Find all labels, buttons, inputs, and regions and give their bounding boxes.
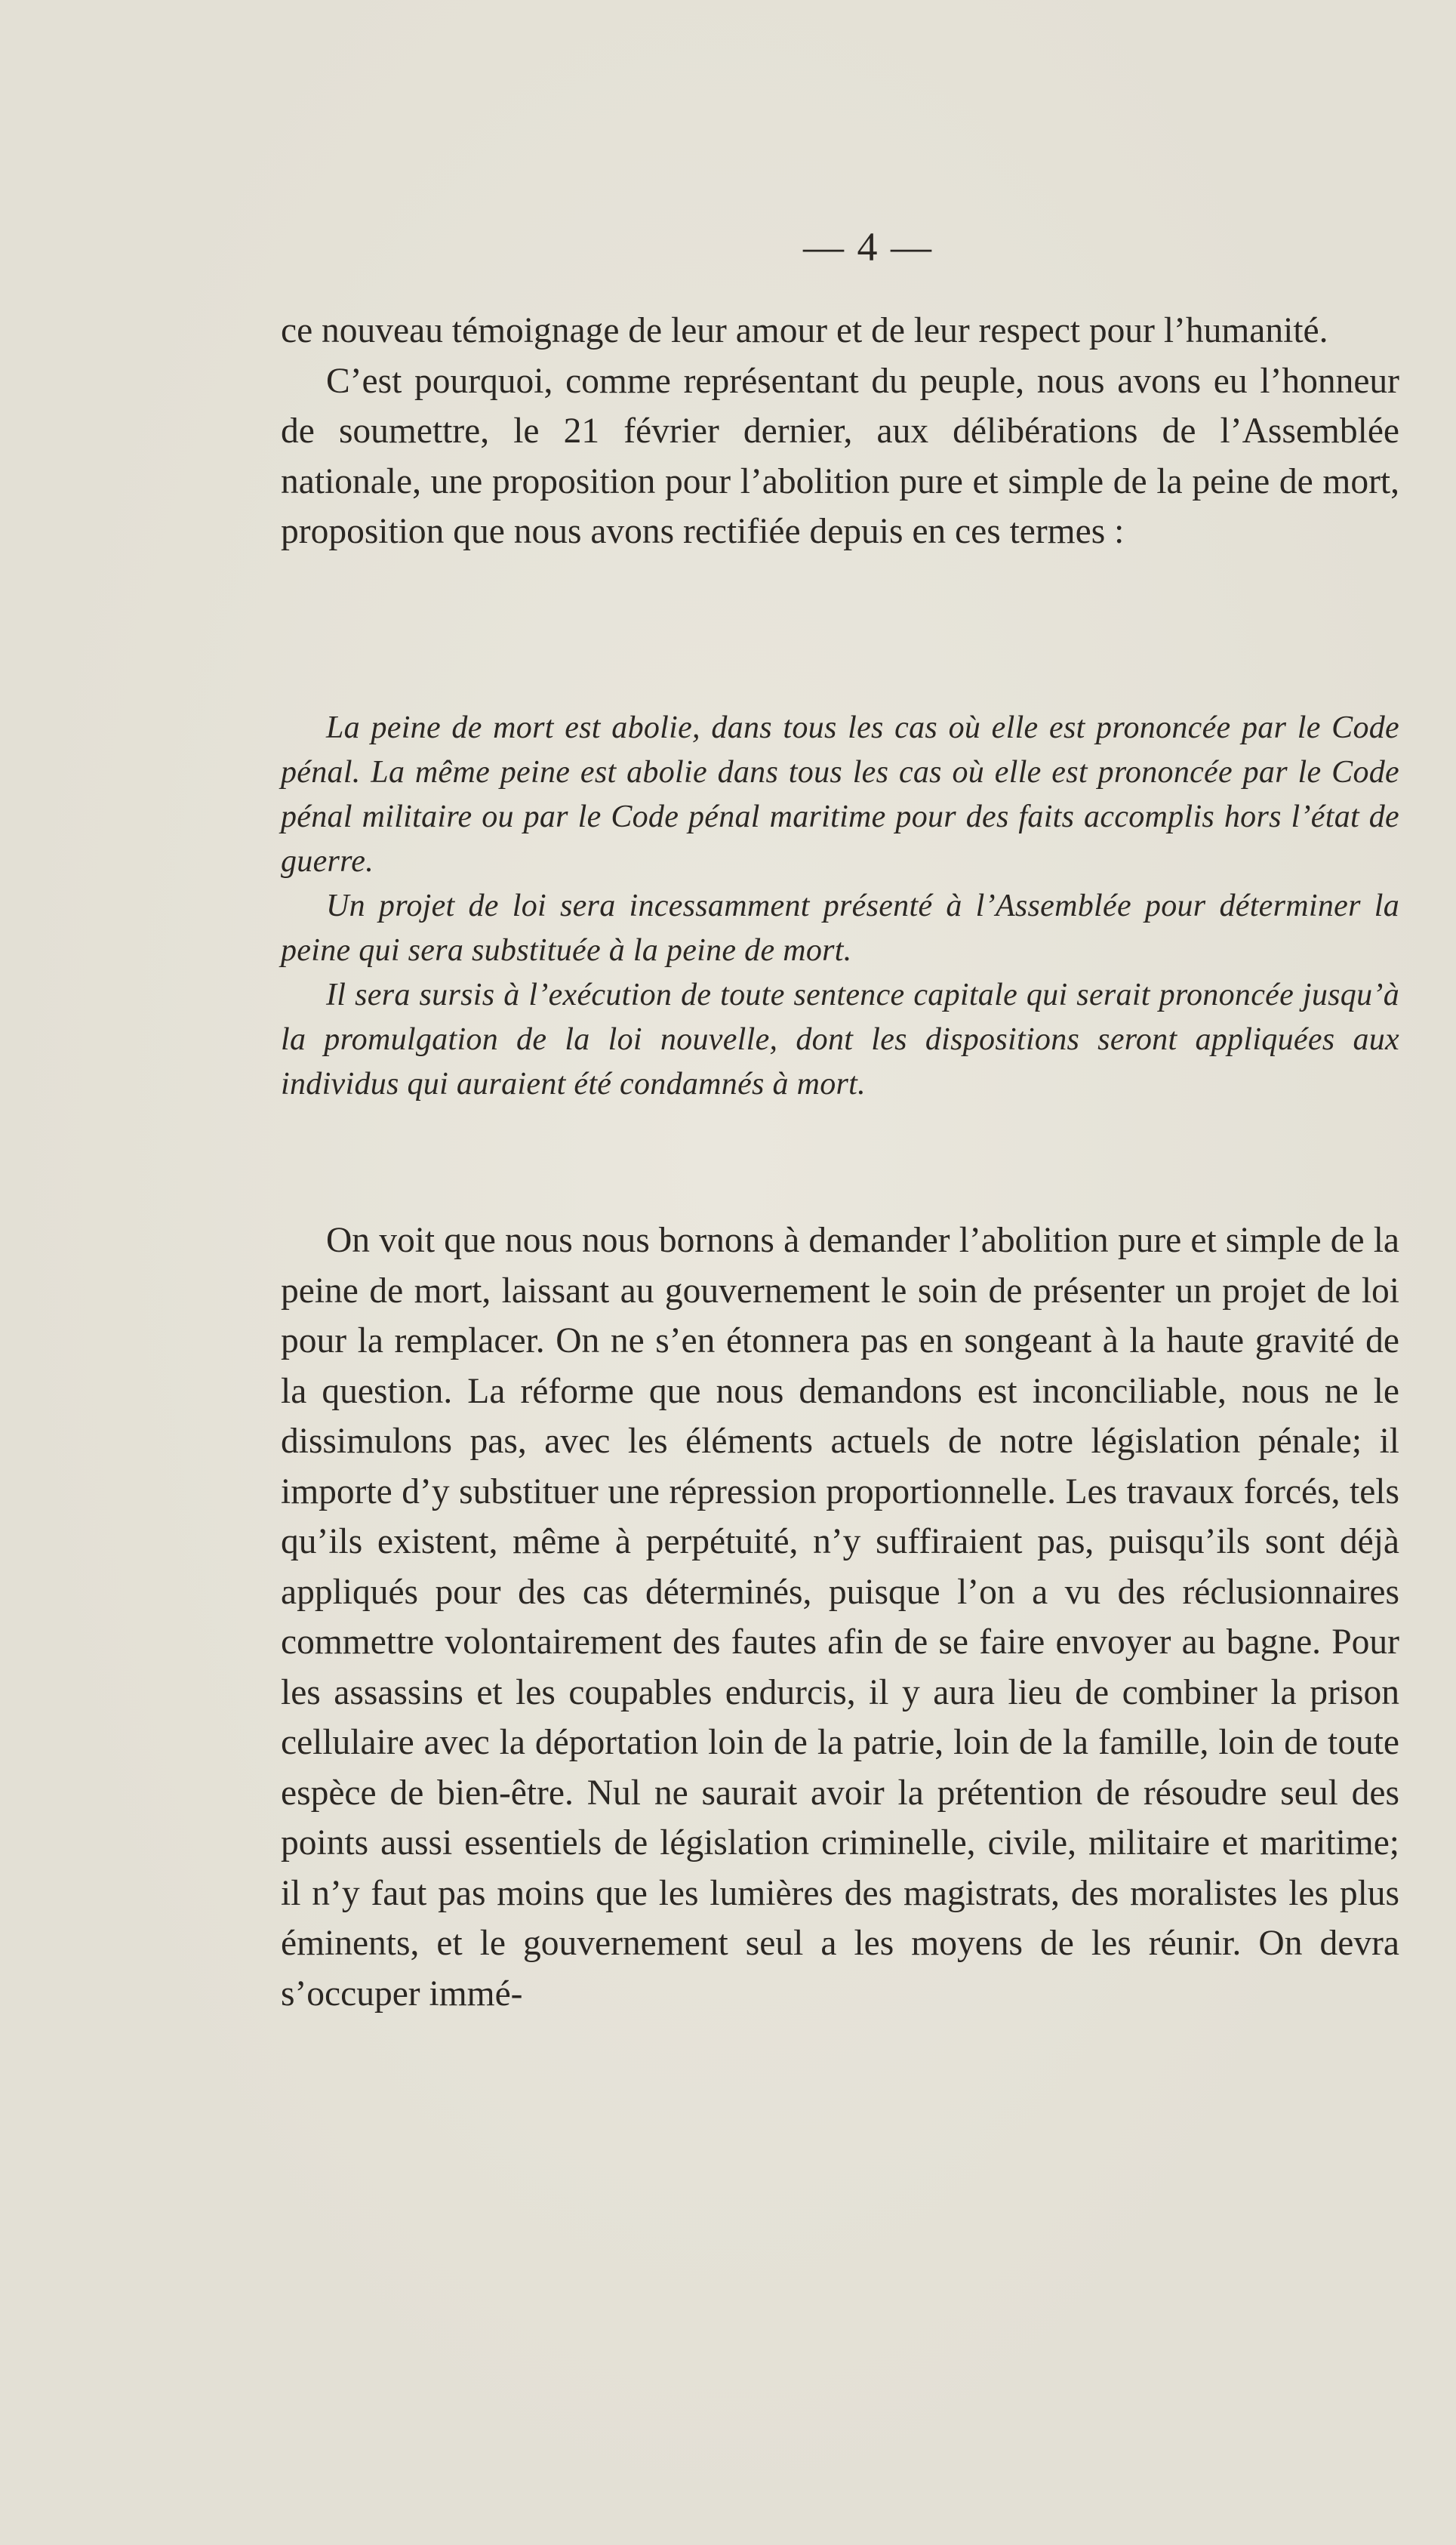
law-proposal-text <box>281 706 1399 1107</box>
law-paragraph-1: La peine de mort est abolie, dans tous les cas où elle est prononcée par le Code pénal. La même peine est abolie dans tous les cas où elle est prononcée par le Code pénal militaire ou par le Code pénal maritime pour des faits accomplis hors l’état de guerre. <box>281 710 1399 879</box>
page-number: — 4 — <box>803 224 933 270</box>
intro-paragraph-1: ce nouveau témoignage de leur amour et de leur respect pour l’humanité. <box>281 311 1328 350</box>
law-paragraph-2: Un projet de loi sera incessamment présenté à l’Assemblée pour déterminer la peine qui sera substituée à la peine de mort. <box>281 889 1399 968</box>
body-section <box>281 1215 1399 2019</box>
body-paragraph-1: On voit que nous nous bornons à demander l’abolition pure et simple de la peine de mort, laissant au gouvernement le soin de présenter un projet de loi pour la remplacer. On ne s’en étonnera pas en songeant à la haute gravité de la question. La réforme que nous demandons est inconciliable, nous ne le dissimulons pas, avec les éléments actuels de notre législation pénale; il importe d’y substituer une répression proportionnelle. Les travaux forcés, tels qu’ils existent, même à perpétuité, n’y suffiraient pas, puisqu’ils sont déjà appliqués pour des cas déterminés, puisque l’on a vu des réclusionnaires commettre volontairement des fautes afin de se faire envoyer au bagne. Pour les assassins et les coupables endurcis, il y aura lieu de combiner la prison cellulaire avec la déportation loin de la patrie, loin de la famille, loin de toute espèce de bien-être. Nul ne saurait avoir la prétention de résoudre seul des points aussi essentiels de législation criminelle, civile, militaire et maritime; il n’y faut pas moins que les lumières des magistrats, des moralistes les plus éminents, et le gouvernement seul a les moyens de les réunir. On devra s’occuper immé- <box>281 1221 1399 2014</box>
law-paragraph-3: Il sera sursis à l’exécution de toute sentence capitale qui serait prononcée jusqu’à la promulgation de la loi nouvelle, dont les dispositions seront appliquées aux individus qui auraient été condamnés à mort. <box>281 978 1399 1101</box>
intro-section <box>281 306 1399 557</box>
intro-paragraph-2: C’est pourquoi, comme représentant du peuple, nous avons eu l’honneur de soumettre, le 21 février dernier, aux délibérations de l’Assemblée nationale, une proposition pour l’abolition pure et simple de la peine de mort, proposition que nous avons rectifiée depuis en ces termes : <box>281 361 1399 551</box>
